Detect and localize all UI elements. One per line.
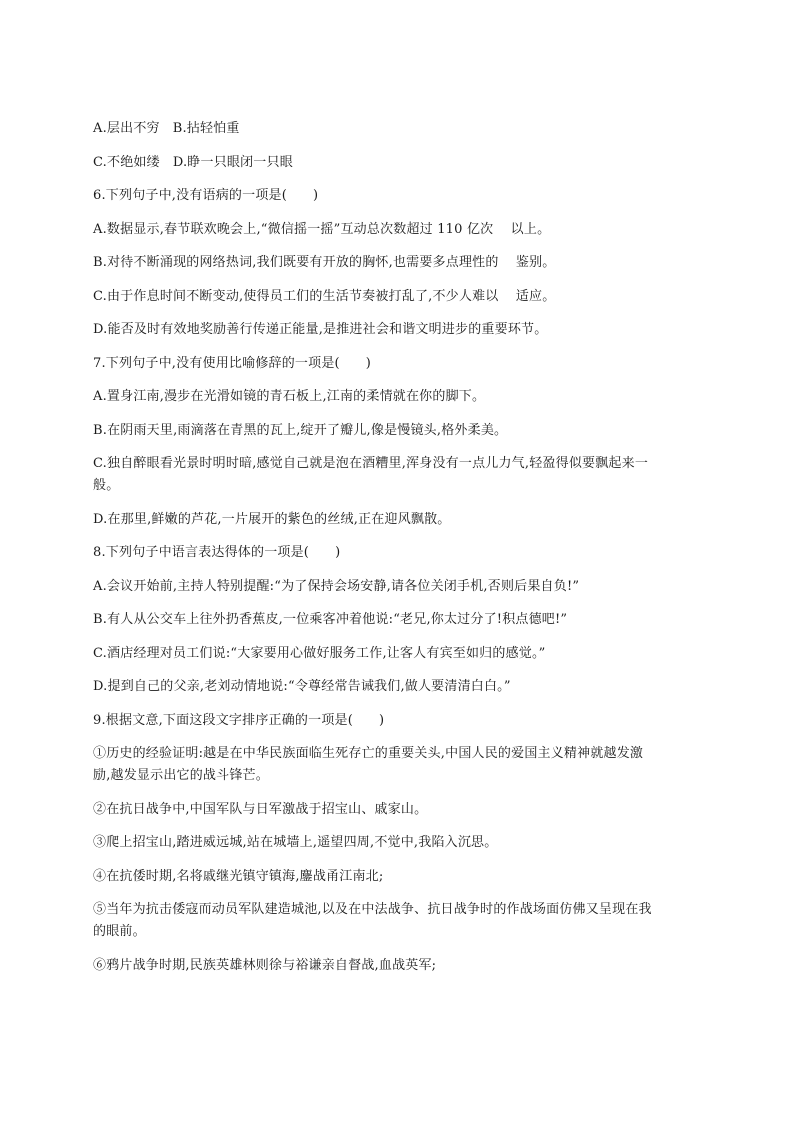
q5-options-ab: A.层出不穷 B.拈轻怕重 xyxy=(93,121,240,136)
question-7-option-b: B.在阴雨天里,雨滴落在青黑的瓦上,绽开了瓣儿,像是慢镜头,格外柔美。 xyxy=(93,422,508,438)
question-9-sentence-1 xyxy=(93,743,703,787)
question-9-sentence-1-line-2: 励,越发显示出它的战斗锋芒。 xyxy=(93,768,269,783)
question-9-stem: 9.根据文意,下面这段文字排序正确的一项是( ) xyxy=(93,712,385,728)
question-9-sentence-1-line-1: ①历史的经验证明:越是在中华民族面临生死存亡的重要关头,中国人民的爱国主义精神就越发激 xyxy=(93,746,644,761)
question-7-stem: 7.下列句子中,没有使用比喻修辞的一项是( ) xyxy=(93,355,372,371)
question-7-option-c xyxy=(93,453,703,497)
question-7-option-a: A.置身江南,漫步在光滑如镜的青石板上,江南的柔情就在你的脚下。 xyxy=(93,389,486,404)
question-8-option-c: C.酒店经理对员工们说:“大家要用心做好服务工作,让客人有宾至如归的感觉。” xyxy=(93,645,546,661)
question-7-option-d: D.在那里,鲜嫩的芦花,一片展开的紫色的丝绒,正在迎风飘散。 xyxy=(93,511,451,527)
question-9-sentence-5 xyxy=(93,899,703,943)
question-9-sentence-5-line-1: ⑤当年为抗击倭寇而动员军队建造城池,以及在中法战争、抗日战争时的作战场面仿佛又呈现在我 xyxy=(93,902,652,917)
question-8-stem: 8.下列句子中语言表达得体的一项是( ) xyxy=(93,545,341,560)
question-6-option-d: D.能否及时有效地奖励善行传递正能量,是推进社会和谐文明进步的重要环节。 xyxy=(93,322,548,337)
question-6-option-a: A.数据显示,春节联欢晚会上,“微信摇一摇”互动总次数超过 110 亿次 以上。 xyxy=(93,221,551,237)
question-8-option-d: D.提到自己的父亲,老刘动情地说:“令尊经常告诫我们,做人要清清白白。” xyxy=(93,679,511,694)
question-9-sentence-5-line-2: 的眼前。 xyxy=(93,924,146,939)
question-8-option-a: A.会议开始前,主持人特别提醒:“为了保持会场安静,请各位关闭手机,否则后果自负!” xyxy=(93,578,580,594)
question-7-option-c-line-2: 般。 xyxy=(93,478,120,493)
q5-options-cd: C.不绝如缕 D.睁一只眼闭一只眼 xyxy=(93,154,293,170)
question-6-stem: 6.下列句子中,没有语病的一项是( ) xyxy=(93,188,319,203)
question-8-option-b: B.有人从公交车上往外扔香蕉皮,一位乘客冲着他说:“老兄,你太过分了!积点德吧!” xyxy=(93,612,568,627)
question-7-option-c-line-1: C.独自醉眼看光景时明时暗,感觉自己就是泡在酒糟里,浑身没有一点儿力气,轻盈得似要飘起来一 xyxy=(93,456,649,471)
question-9-sentence-3: ③爬上招宝山,踏进威远城,站在城墙上,遥望四周,不觉中,我陷入沉思。 xyxy=(93,835,498,850)
question-6-option-b: B.对待不断涌现的网络热词,我们既要有开放的胸怀,也需要多点理性的 鉴别。 xyxy=(93,255,556,270)
question-6-option-c: C.由于作息时间不断变动,使得员工们的生活节奏被打乱了,不少人难以 适应。 xyxy=(93,288,556,304)
question-9-sentence-4: ④在抗倭时期,名将戚继光镇守镇海,鏖战甬江南北; xyxy=(93,868,384,884)
document-page xyxy=(93,118,703,988)
question-9-sentence-6: ⑥鸦片战争时期,民族英雄林则徐与裕谦亲自督战,血战英军; xyxy=(93,957,437,973)
question-9-sentence-2: ②在抗日战争中,中国军队与日军激战于招宝山、戚家山。 xyxy=(93,801,428,817)
